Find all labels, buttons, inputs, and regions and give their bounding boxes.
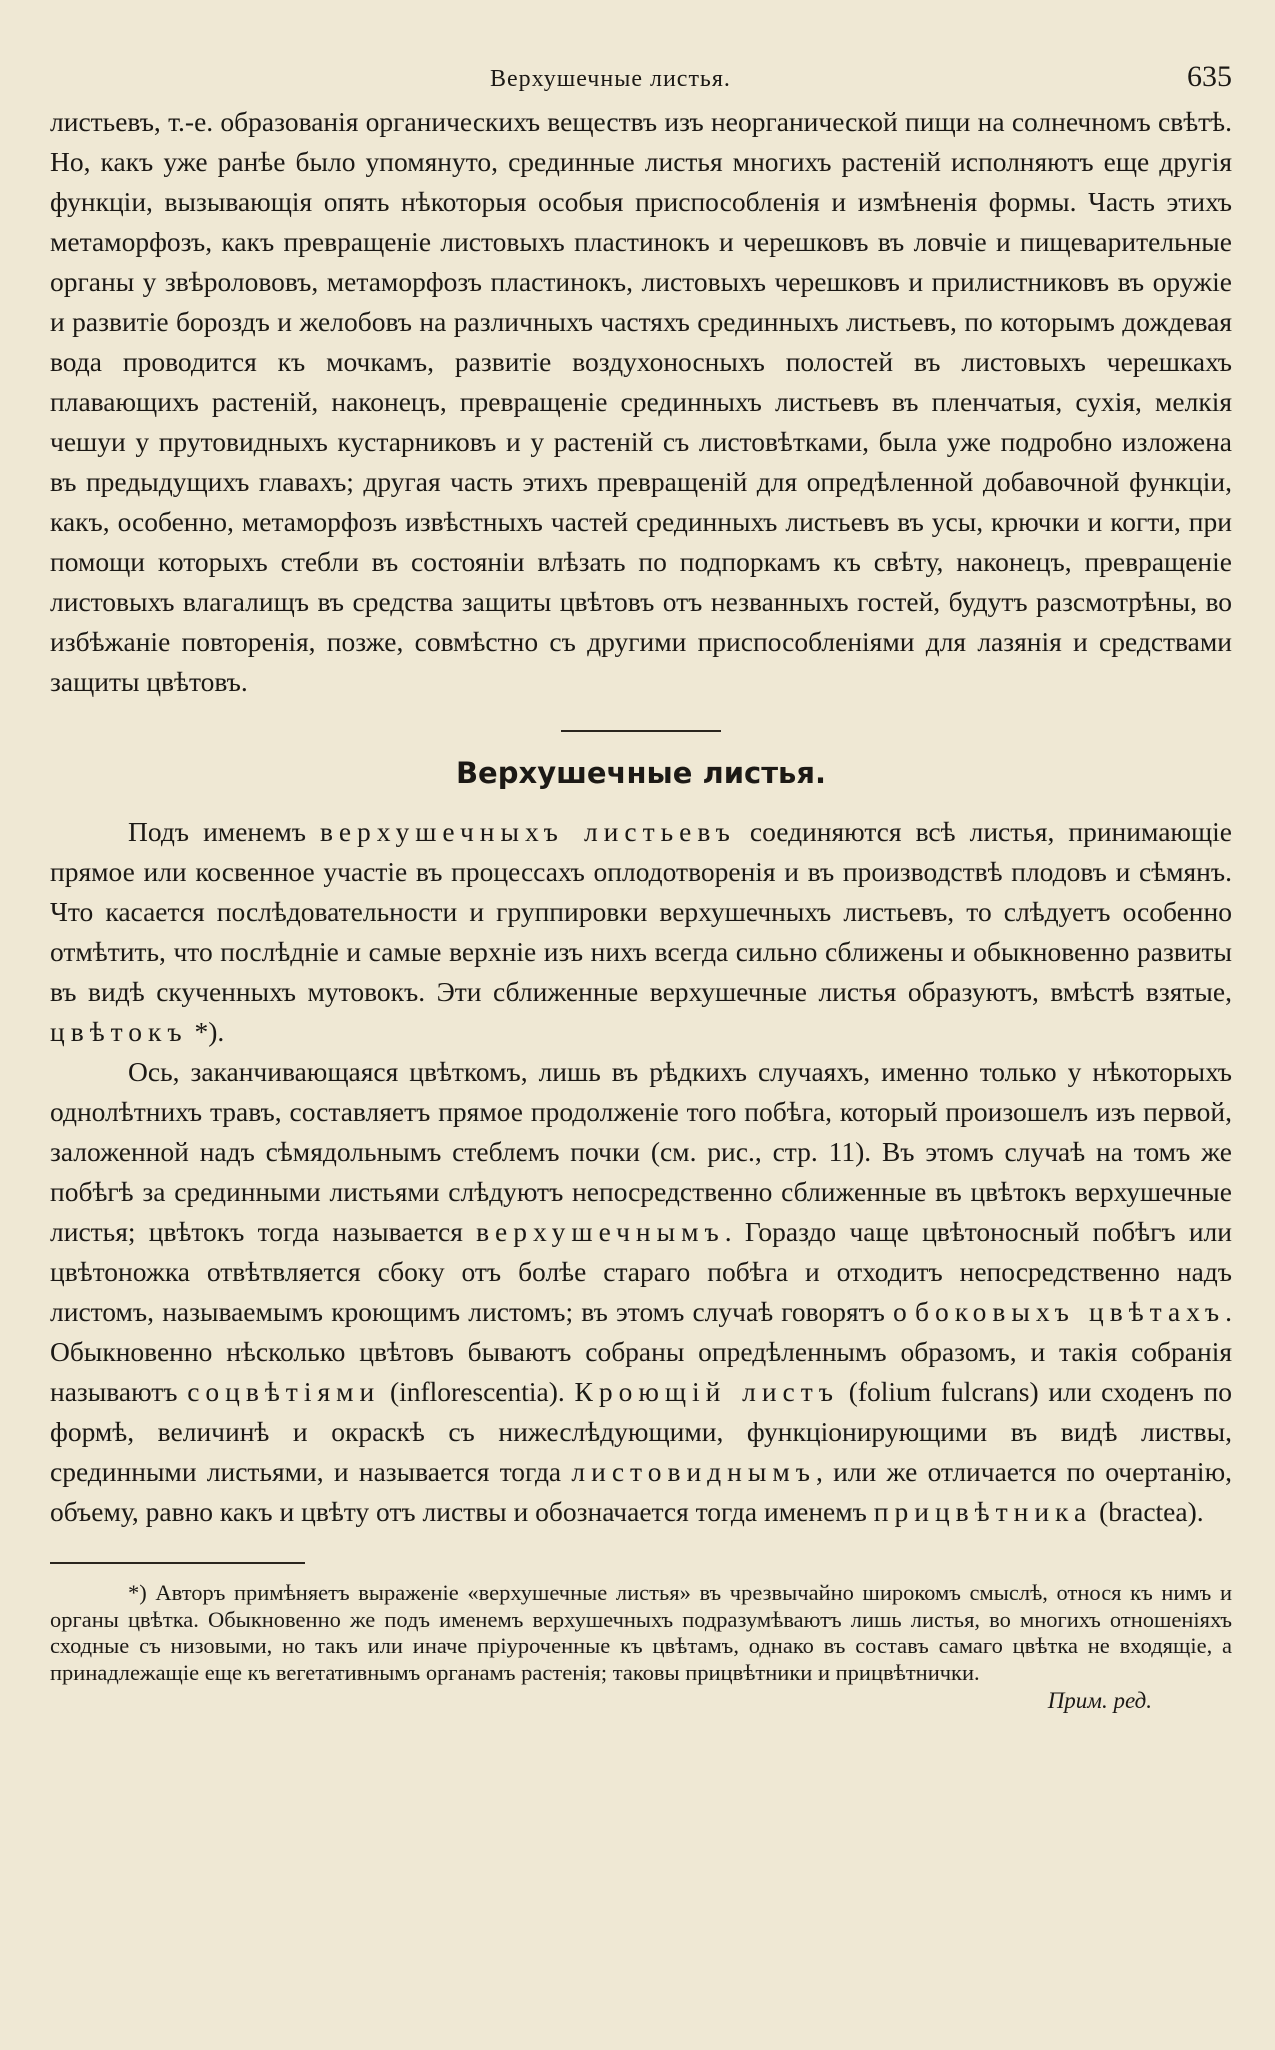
- section-divider: [561, 730, 721, 732]
- spaced-term: верхушечнымъ: [476, 1216, 725, 1247]
- spaced-term: листовиднымъ: [571, 1456, 816, 1487]
- page-number: 635: [1187, 60, 1232, 93]
- section-heading: Верхушечные листья.: [455, 756, 827, 790]
- footnote: [50, 1580, 1232, 1715]
- running-title: Верхушечные листья.: [490, 66, 731, 92]
- running-header: [50, 52, 1232, 102]
- text-run: , или же отличается по очертанію, объему, равно какъ и цвѣту отъ листвы и обозначается тогда именемъ: [50, 1456, 1232, 1527]
- text-run: соединяются всѣ листья, принимающіе прямое или косвенное участіе въ процессахъ оплодотворенія и въ производствѣ плодовъ и сѣмянъ. Что касается послѣдовательности и группировки верхушечныхъ листьевъ, то слѣдуетъ особенно отмѣтить, что послѣдніе и самые верхніе изъ нихъ всегда сильно сближены и обыкновенно развиты въ видѣ скученныхъ мутовокъ. Эти сближенные верхушечные листья образуютъ, вмѣстѣ взятые,: [50, 816, 1232, 1007]
- spaced-term: прицвѣтника: [873, 1496, 1093, 1527]
- footnote-ref: *).: [187, 1016, 225, 1047]
- text-run: . Обыкновенно нѣсколько цвѣтовъ бываютъ собраны опредѣленнымъ образомъ, и такія собранія называютъ: [50, 1296, 1232, 1407]
- paragraph-axis: [50, 1052, 1232, 1532]
- footnote-text: *) Авторъ примѣняетъ выраженіе «верхушечные листья» въ чрезвычайно широкомъ смыслѣ, относя къ нимъ и органы цвѣтка. Обыкновенно же подъ именемъ верхушечныхъ подразумѣваютъ лишь листья, во многихъ отношеніяхъ сходные съ низовыми, но такъ или иначе пріуроченные къ цвѣтамъ, однако въ составъ самаго цвѣтка не входящіе, а принадлежащіе еще къ вегетативнымъ органамъ растенія; таковы прицвѣтники и прицвѣтнички.: [50, 1580, 1232, 1685]
- text-run: (inflorescentia).: [380, 1376, 575, 1407]
- paragraph-definition: [50, 812, 1232, 1052]
- spaced-term: боковыхъ цвѣтахъ: [914, 1296, 1226, 1327]
- intro-paragraph: листьевъ, т.-е. образованія органическихъ веществъ изъ неорганической пищи на солнечномъ свѣтѣ. Но, какъ уже ранѣе было упомянуто, срединные листья многихъ растеній исполняютъ еще другія функціи, вызывающія опять нѣкоторыя особыя приспособленія и измѣненія формы. Часть этихъ метаморфозъ, какъ превращеніе листовыхъ пластинокъ и черешковъ въ ловчіе и пищеварительные органы у звѣролововъ, метаморфозъ пластинокъ, листовыхъ черешковъ и прилистниковъ въ оружіе и развитіе бороздъ и желобовъ на различныхъ частяхъ срединныхъ листьевъ, по которымъ дождевая вода проводится къ мочкамъ, развитіе воздухоносныхъ полостей въ листовыхъ черешкахъ плавающихъ растеній, наконецъ, превращеніе срединныхъ листьевъ въ пленчатыя, сухія, мелкія чешуи у прутовидныхъ кустарниковъ и у растеній съ листовѣтками, была уже подробно изложена въ предыдущихъ главахъ; другая часть этихъ превращеній для опредѣленной добавочной функціи, какъ, особенно, метаморфозъ извѣстныхъ частей срединныхъ листьевъ въ усы, крючки и когти, при помощи которыхъ стебли въ состояніи влѣзать по подпоркамъ къ свѣту, наконецъ, превращеніе листовыхъ влагалищъ въ средства защиты цвѣтовъ отъ незванныхъ гостей, будутъ разсмотрѣны, во избѣжаніе повторенія, позже, совмѣстно съ другими приспособленіями для лазянія и средствами защиты цвѣтовъ.: [50, 106, 1232, 697]
- footnote-divider: [50, 1562, 305, 1564]
- text-run: (folium fulcrans) или сходенъ по формѣ, величинѣ и окраскѣ съ нижеслѣдующими, функціонирующими въ видѣ листвы, срединными листьями, и называется тогда: [50, 1376, 1232, 1487]
- text-run: (bractea).: [1092, 1496, 1204, 1527]
- spaced-term: соцвѣтіями: [187, 1376, 381, 1407]
- spaced-term: цвѣтокъ: [50, 1016, 188, 1047]
- spaced-term: Кроющій листъ: [574, 1376, 839, 1407]
- spaced-term: верхушечныхъ листьевъ: [320, 816, 736, 847]
- text-run: . Гораздо чаще цвѣтоносный побѣгъ или цвѣтоножка отвѣтвляется сбоку отъ болѣе стараго побѣга и отходитъ непосредственно надъ листомъ, называемымъ кроющимъ листомъ; въ этомъ случаѣ говорятъ о: [50, 1216, 1232, 1327]
- section-body: [50, 812, 1232, 1532]
- text-run: Ось, заканчивающаяся цвѣткомъ, лишь въ рѣдкихъ случаяхъ, именно только у нѣкоторыхъ однолѣтнихъ травъ, составляетъ прямое продолженіе того побѣга, который произошелъ изъ первой, заложенной надъ сѣмядольнымъ стеблемъ почки (см. рис., стр. 11). Въ этомъ случаѣ на томъ же побѣгѣ за срединными листьями слѣдуютъ непосредственно сближенные въ цвѣтокъ верхушечные листья; цвѣтокъ тогда называется: [50, 1056, 1232, 1247]
- main-text: [50, 102, 1232, 702]
- footnote-signature: Прим. ред.: [1047, 1688, 1152, 1713]
- text-run: Подъ именемъ: [128, 816, 321, 847]
